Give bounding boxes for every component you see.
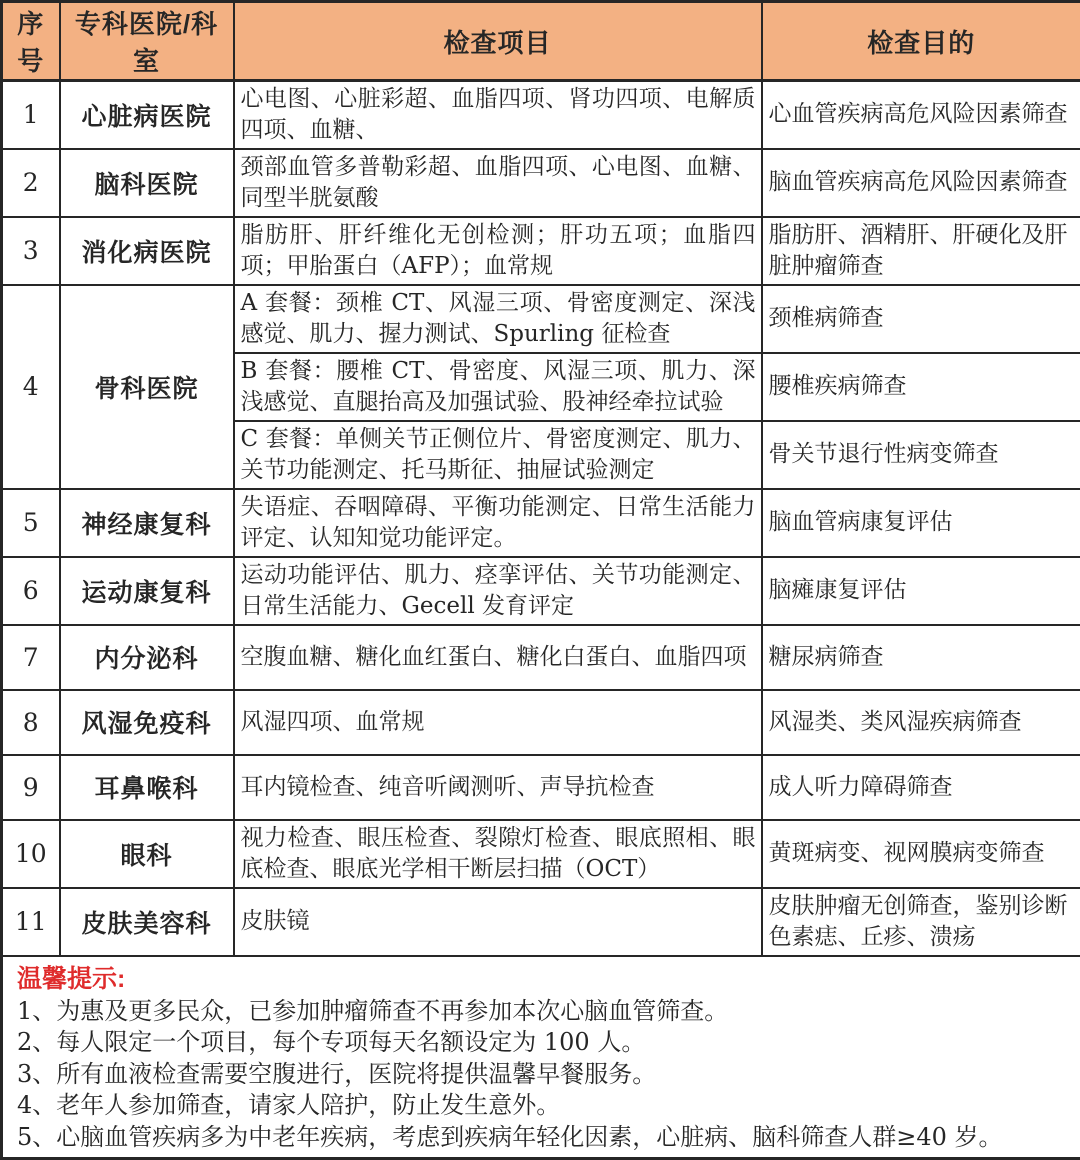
table-row [2, 285, 1080, 353]
items-cell-package-c: C 套餐：单侧关节正侧位片、骨密度测定、肌力、关节功能测定、托马斯征、抽屉试验测定 [234, 421, 762, 489]
items-cell: 耳内镜检查、纯音听阈测听、声导抗检查 [234, 755, 762, 820]
purpose-cell: 脂肪肝、酒精肝、肝硬化及肝脏肿瘤筛查 [762, 217, 1080, 285]
table-row [2, 149, 1080, 217]
note-item: 1、为惠及更多民众，已参加肿瘤筛查不再参加本次心脑血管筛查。 [17, 996, 1066, 1028]
table-row [2, 888, 1080, 956]
purpose-cell: 皮肤肿瘤无创筛查，鉴别诊断色素痣、丘疹、溃疡 [762, 888, 1080, 956]
purpose-cell: 颈椎病筛查 [762, 285, 1080, 353]
note-item: 5、心脑血管疾病多为中老年疾病，考虑到疾病年轻化因素，心脏病、脑科筛查人群≥40 岁。 [17, 1122, 1066, 1154]
department-cell: 脑科医院 [60, 149, 234, 217]
row-number: 5 [2, 489, 60, 557]
row-number: 10 [2, 820, 60, 888]
notes-section [2, 956, 1080, 1159]
col-header-department: 专科医院/科室 [60, 2, 234, 81]
table-row [2, 755, 1080, 820]
table-row [2, 690, 1080, 755]
row-number: 2 [2, 149, 60, 217]
table-row [2, 217, 1080, 285]
department-cell: 耳鼻喉科 [60, 755, 234, 820]
col-header-no: 序号 [2, 2, 60, 81]
items-cell-package-a: A 套餐：颈椎 CT、风湿三项、骨密度测定、深浅感觉、肌力、握力测试、Spurling 征检查 [234, 285, 762, 353]
department-cell: 神经康复科 [60, 489, 234, 557]
items-cell: 脂肪肝、肝纤维化无创检测；肝功五项；血脂四项；甲胎蛋白（AFP）；血常规 [234, 217, 762, 285]
col-header-items: 检查项目 [234, 2, 762, 81]
table-row [2, 489, 1080, 557]
items-cell: 视力检查、眼压检查、裂隙灯检查、眼底照相、眼底检查、眼底光学相干断层扫描（OCT） [234, 820, 762, 888]
row-number: 11 [2, 888, 60, 956]
department-cell: 骨科医院 [60, 285, 234, 489]
items-cell: 皮肤镜 [234, 888, 762, 956]
table-row [2, 81, 1080, 149]
col-header-purpose: 检查目的 [762, 2, 1080, 81]
items-cell: 失语症、吞咽障碍、平衡功能测定、日常生活能力评定、认知知觉功能评定。 [234, 489, 762, 557]
purpose-cell: 黄斑病变、视网膜病变筛查 [762, 820, 1080, 888]
department-cell: 内分泌科 [60, 625, 234, 690]
items-cell: 颈部血管多普勒彩超、血脂四项、心电图、血糖、同型半胱氨酸 [234, 149, 762, 217]
department-cell: 消化病医院 [60, 217, 234, 285]
note-item: 4、老年人参加筛查，请家人陪护，防止发生意外。 [17, 1090, 1066, 1122]
items-cell-package-b: B 套餐：腰椎 CT、骨密度、风湿三项、肌力、深浅感觉、直腿抬高及加强试验、股神经牵拉试验 [234, 353, 762, 421]
purpose-cell: 成人听力障碍筛查 [762, 755, 1080, 820]
items-cell: 空腹血糖、糖化血红蛋白、糖化白蛋白、血脂四项 [234, 625, 762, 690]
items-cell: 风湿四项、血常规 [234, 690, 762, 755]
items-cell: 心电图、心脏彩超、血脂四项、肾功四项、电解质四项、血糖、 [234, 81, 762, 149]
department-cell: 眼科 [60, 820, 234, 888]
purpose-cell: 风湿类、类风湿疾病筛查 [762, 690, 1080, 755]
table-row [2, 820, 1080, 888]
row-number: 9 [2, 755, 60, 820]
department-cell: 运动康复科 [60, 557, 234, 625]
purpose-cell: 腰椎疾病筛查 [762, 353, 1080, 421]
purpose-cell: 骨关节退行性病变筛查 [762, 421, 1080, 489]
row-number: 1 [2, 81, 60, 149]
table-row [2, 625, 1080, 690]
table-row [2, 557, 1080, 625]
purpose-cell: 糖尿病筛查 [762, 625, 1080, 690]
row-number: 6 [2, 557, 60, 625]
purpose-cell: 心血管疾病高危风险因素筛查 [762, 81, 1080, 149]
department-cell: 皮肤美容科 [60, 888, 234, 956]
row-number: 3 [2, 217, 60, 285]
row-number: 8 [2, 690, 60, 755]
table-header-row [2, 2, 1080, 81]
purpose-cell: 脑瘫康复评估 [762, 557, 1080, 625]
note-item: 3、所有血液检查需要空腹进行，医院将提供温馨早餐服务。 [17, 1059, 1066, 1091]
department-cell: 风湿免疫科 [60, 690, 234, 755]
notes-title: 温馨提示: [17, 963, 1066, 996]
purpose-cell: 脑血管病康复评估 [762, 489, 1080, 557]
row-number: 4 [2, 285, 60, 489]
items-cell: 运动功能评估、肌力、痉挛评估、关节功能测定、日常生活能力、Gecell 发育评定 [234, 557, 762, 625]
note-item: 2、每人限定一个项目，每个专项每天名额设定为 100 人。 [17, 1027, 1066, 1059]
purpose-cell: 脑血管疾病高危风险因素筛查 [762, 149, 1080, 217]
row-number: 7 [2, 625, 60, 690]
department-cell: 心脏病医院 [60, 81, 234, 149]
notes-cell [2, 956, 1080, 1159]
